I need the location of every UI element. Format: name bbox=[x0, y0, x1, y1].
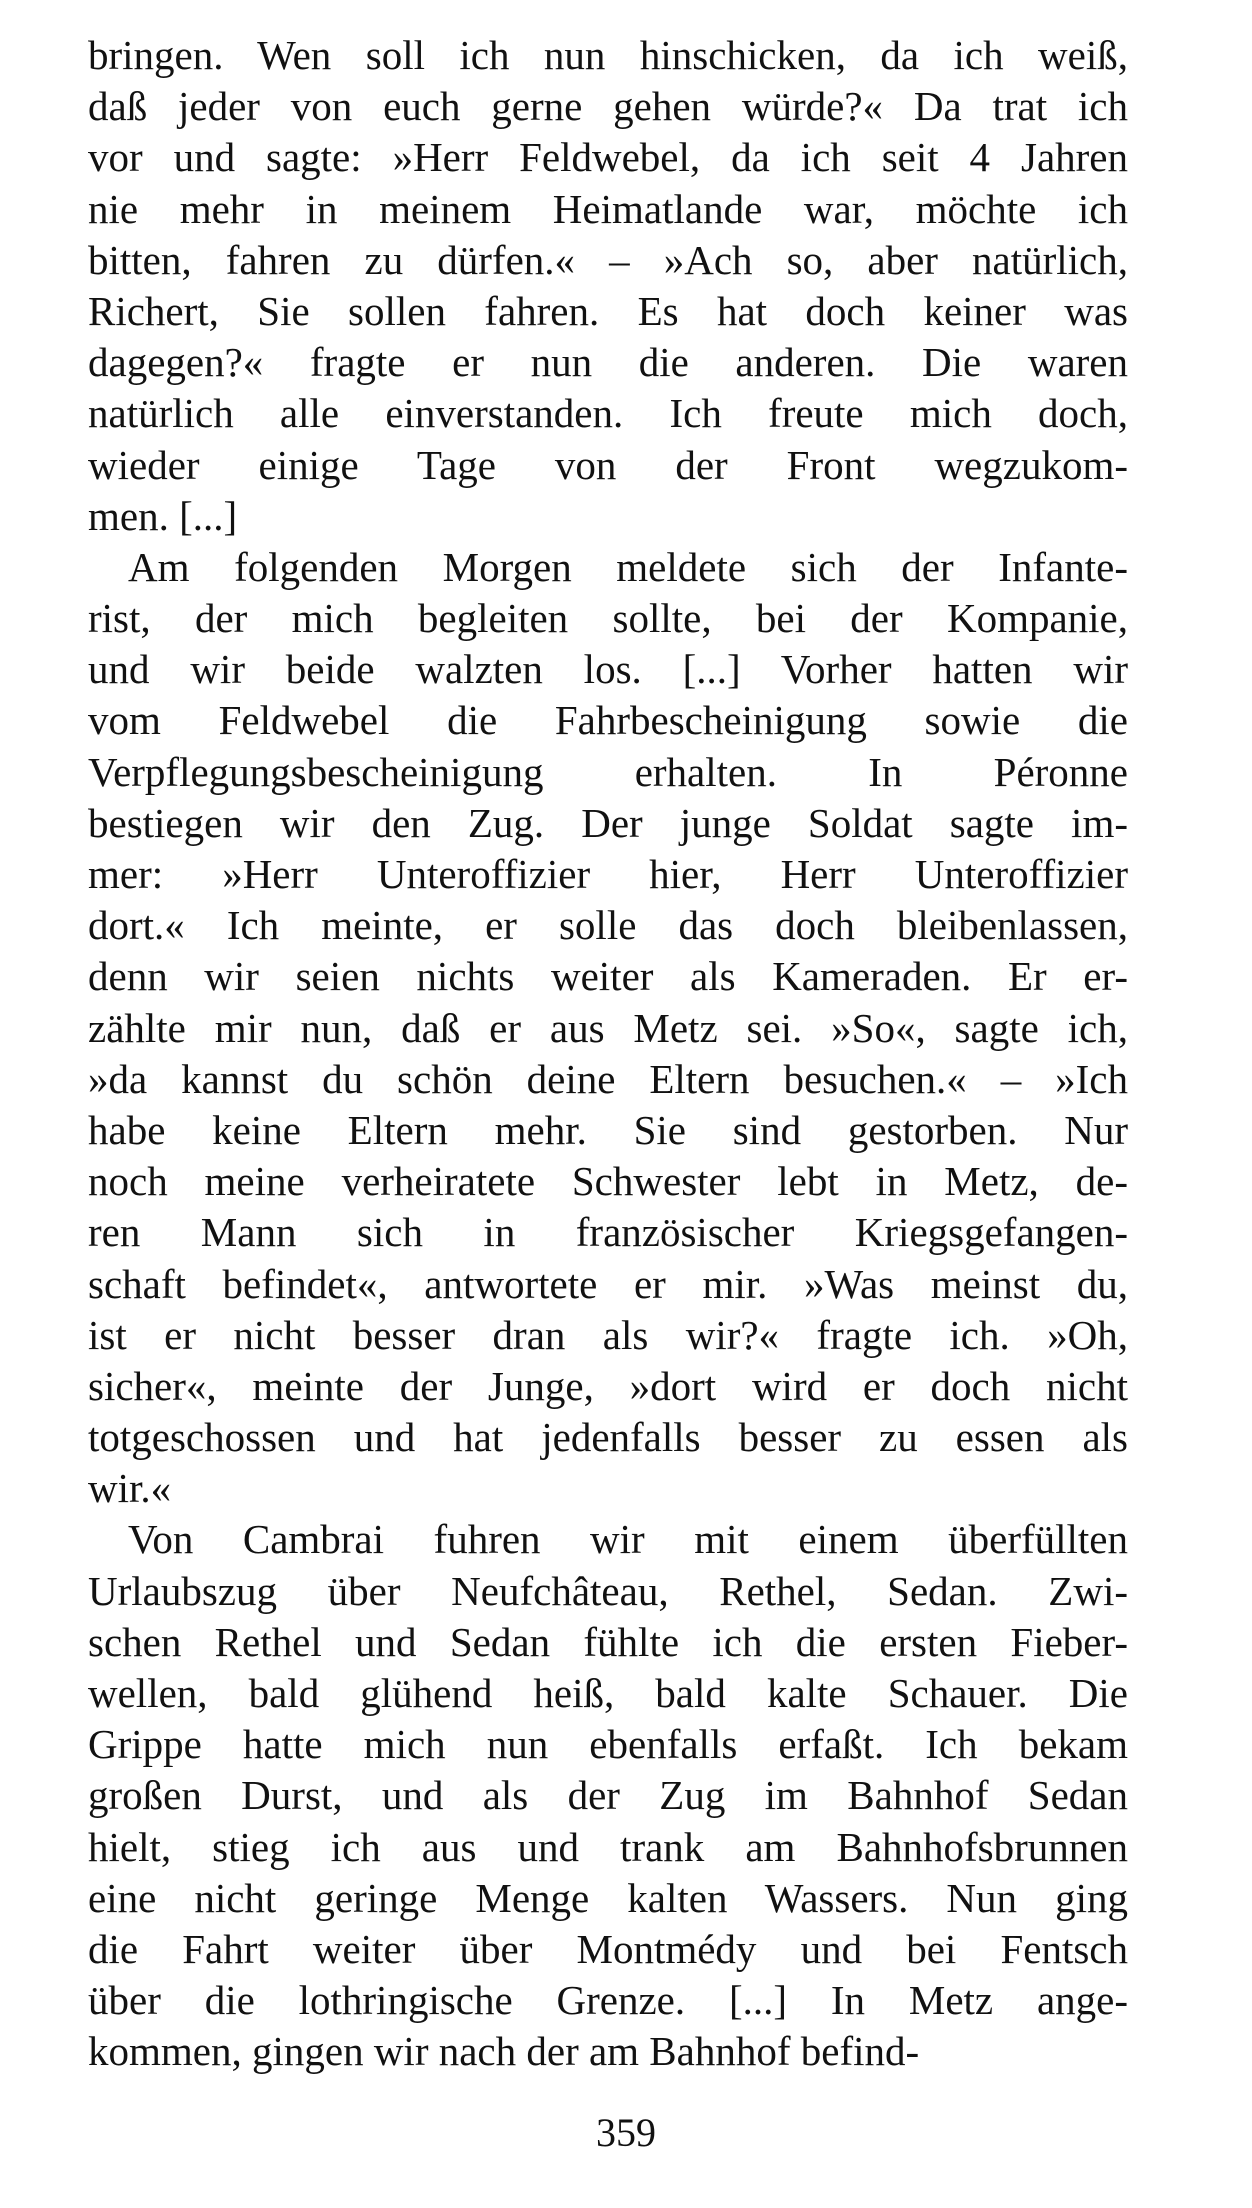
text-line: und wir beide walzten los. [...] Vorher hatten wir bbox=[88, 646, 1128, 693]
text-line: schen Rethel und Sedan fühlte ich die ersten Fieber- bbox=[88, 1618, 1128, 1665]
text-line: Richert, Sie sollen fahren. Es hat doch keiner was bbox=[88, 287, 1128, 334]
text-line: habe keine Eltern mehr. Sie sind gestorben. Nur bbox=[88, 1106, 1128, 1153]
text-line: bitten, fahren zu dürfen.« – »Ach so, aber natürlich, bbox=[88, 236, 1128, 283]
text-line: vor und sagte: »Herr Feldwebel, da ich seit 4 Jahren bbox=[88, 134, 1128, 181]
text-line: bestiegen wir den Zug. Der junge Soldat sagte im- bbox=[88, 799, 1128, 846]
page-number: 359 bbox=[596, 2110, 656, 2155]
text-line: die Fahrt weiter über Montmédy und bei Fentsch bbox=[88, 1925, 1128, 1972]
text-line: großen Durst, und als der Zug im Bahnhof Sedan bbox=[88, 1772, 1128, 1819]
text-line: schaft befindet«, antwortete er mir. »Was meinst du, bbox=[88, 1260, 1128, 1307]
text-line: zählte mir nun, daß er aus Metz sei. »So«, sagte ich, bbox=[88, 1004, 1128, 1051]
paragraph bbox=[88, 1514, 1128, 2077]
text-line: wellen, bald glühend heiß, bald kalte Schauer. Die bbox=[88, 1670, 1128, 1716]
text-line: über die lothringische Grenze. [...] In Metz ange- bbox=[88, 1977, 1128, 2024]
text-line: Von Cambrai fuhren wir mit einem überfüllten bbox=[128, 1516, 1128, 1563]
text-line: natürlich alle einverstanden. Ich freute mich doch, bbox=[88, 390, 1128, 437]
text-line: noch meine verheiratete Schwester lebt in Metz, de- bbox=[88, 1158, 1128, 1205]
text-line: totgeschossen und hat jedenfalls besser zu essen als bbox=[88, 1414, 1128, 1461]
text-line: kommen, gingen wir nach der am Bahnhof befind- bbox=[88, 2028, 920, 2075]
text-line: »da kannst du schön deine Eltern besuchen.« – »Ich bbox=[88, 1055, 1128, 1102]
text-line: denn wir seien nichts weiter als Kameraden. Er er- bbox=[88, 953, 1128, 1000]
text-line: dort.« Ich meinte, er solle das doch bleibenlassen, bbox=[88, 902, 1128, 949]
text-line: ren Mann sich in französischer Kriegsgefangen- bbox=[88, 1209, 1128, 1256]
text-line: bringen. Wen soll ich nun hinschicken, da ich weiß, bbox=[88, 32, 1128, 78]
text-line: sicher«, meinte der Junge, »dort wird er doch nicht bbox=[88, 1362, 1128, 1409]
text-line: daß jeder von euch gerne gehen würde?« Da trat ich bbox=[88, 83, 1128, 130]
paragraph bbox=[88, 542, 1128, 1515]
text-line: dagegen?« fragte er nun die anderen. Die waren bbox=[88, 339, 1128, 386]
text-line: rist, der mich begleiten sollte, bei der Kompanie, bbox=[88, 595, 1128, 642]
text-line: Verpflegungsbescheinigung erhalten. In Péronne bbox=[88, 748, 1128, 795]
text-line: vom Feldwebel die Fahrbescheinigung sowie die bbox=[88, 697, 1128, 744]
text-line: ist er nicht besser dran als wir?« fragte ich. »Oh, bbox=[88, 1311, 1128, 1358]
text-line: wieder einige Tage von der Front wegzukom- bbox=[88, 441, 1128, 488]
text-line: nie mehr in meinem Heimatlande war, möchte ich bbox=[88, 185, 1128, 232]
text-line: hielt, stieg ich aus und trank am Bahnhofsbrunnen bbox=[88, 1823, 1128, 1870]
body-text bbox=[88, 30, 1128, 2078]
text-line: eine nicht geringe Menge kalten Wassers. Nun ging bbox=[88, 1874, 1128, 1921]
text-line: mer: »Herr Unteroffizier hier, Herr Unteroffizier bbox=[88, 851, 1128, 897]
text-line: wir.« bbox=[88, 1465, 172, 1512]
text-line: Urlaubszug über Neufchâteau, Rethel, Sedan. Zwi- bbox=[88, 1567, 1128, 1614]
text-line: Grippe hatte mich nun ebenfalls erfaßt. Ich bekam bbox=[88, 1721, 1128, 1768]
text-line: Am folgenden Morgen meldete sich der Infante- bbox=[128, 543, 1128, 590]
text-line: men. [...] bbox=[88, 492, 238, 539]
paragraph bbox=[88, 30, 1128, 542]
